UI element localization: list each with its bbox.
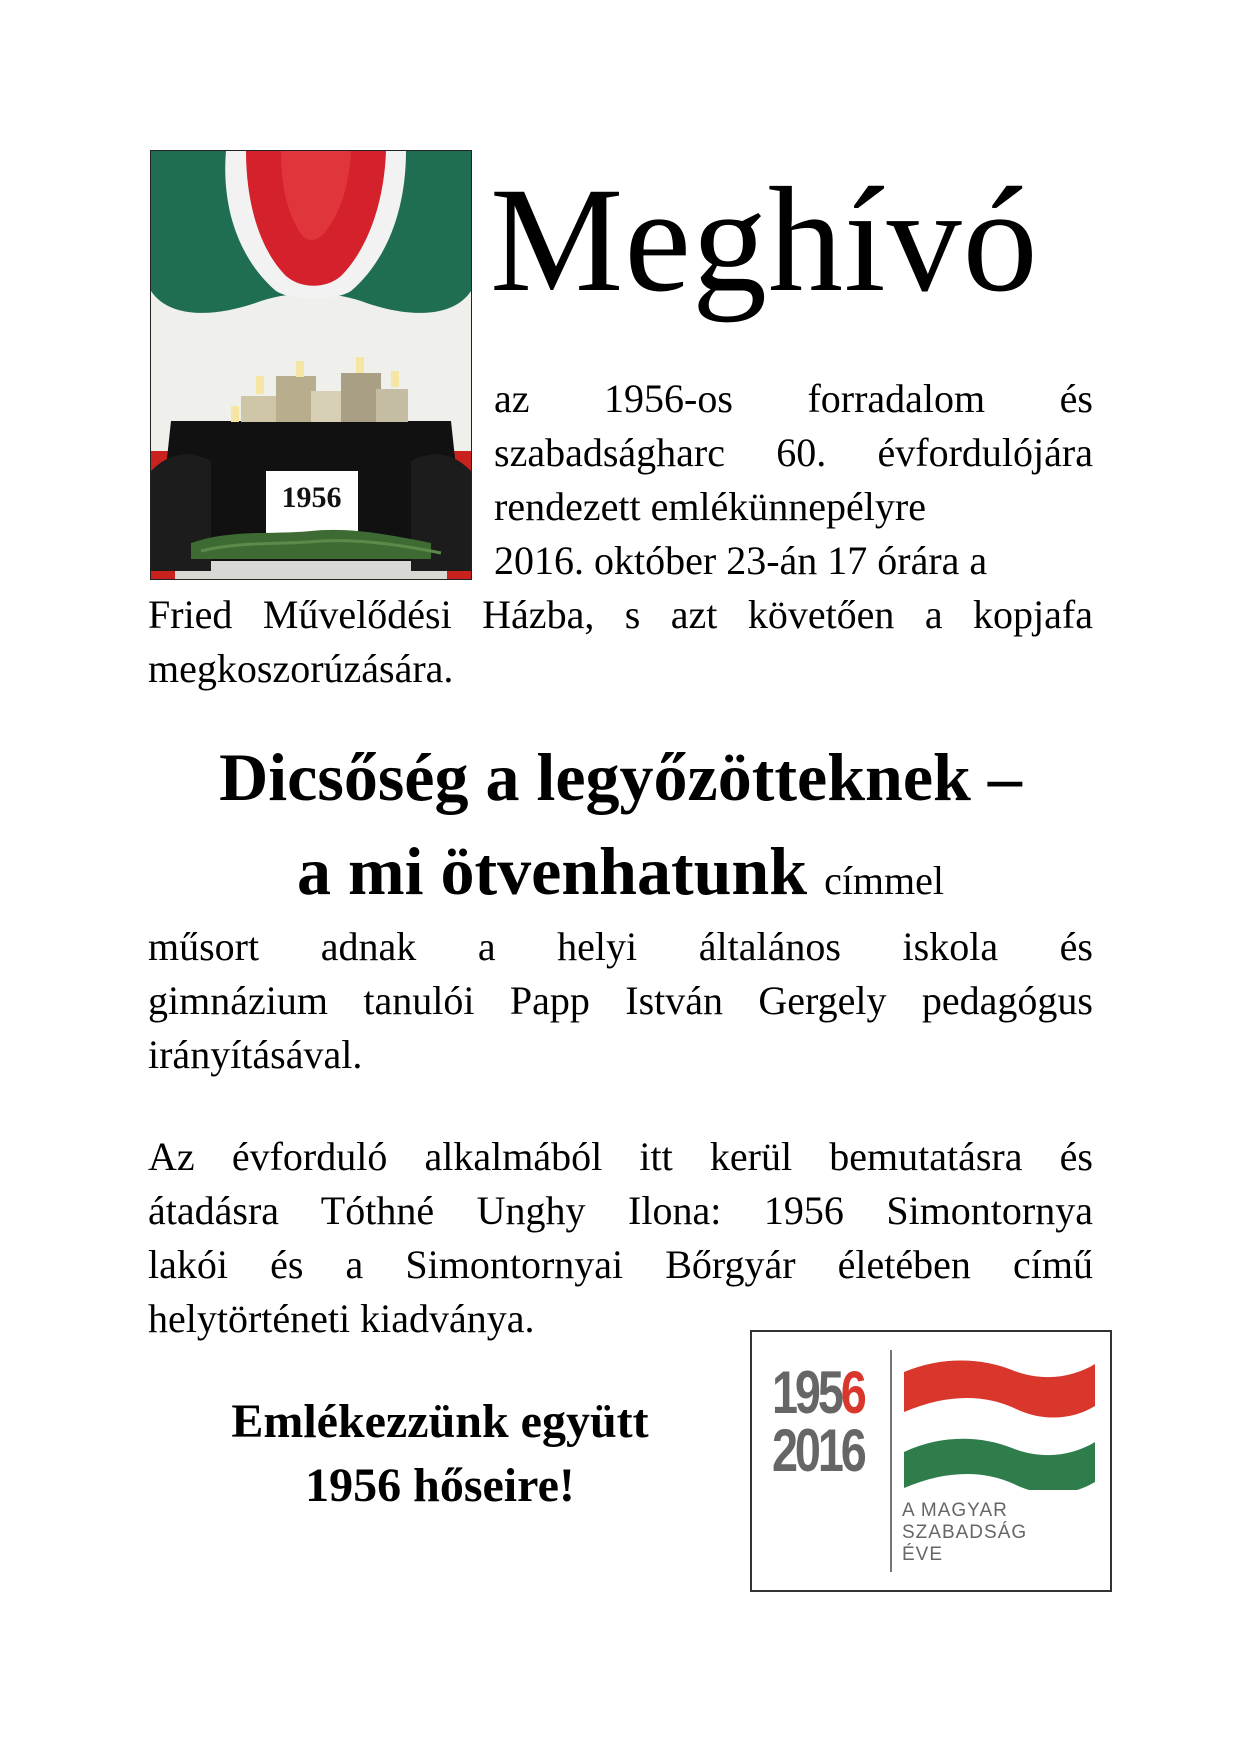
logo-divider [890, 1350, 892, 1572]
program-title-line2 [148, 824, 1093, 928]
closing-message [150, 1390, 730, 1518]
intro-line: megkoszorúzására. [148, 646, 454, 691]
intro-line: rendezett emlékünnepélyre [494, 484, 926, 529]
anniversary-logo [750, 1330, 1112, 1592]
program-paragraph [148, 920, 1093, 1082]
hungarian-flag-wave-icon [902, 1350, 1097, 1490]
intro-line: szabadságharc 60. évfordulójára [494, 430, 1093, 475]
logo-tagline-line: SZABADSÁG [902, 1522, 1028, 1543]
logo-year-1956-a: 195 [772, 1359, 841, 1426]
anniversary-line: lakói és a Simontornyai Bőrgyár életében című [148, 1242, 1093, 1287]
anniversary-paragraph [148, 1130, 1093, 1346]
program-title-line1: Dicsőség a legyőzötteknek – [219, 739, 1022, 815]
closing-line1: Emlékezzünk együtt [231, 1395, 649, 1448]
program-title-suffix: címmel [824, 858, 945, 903]
closing-line2: 1956 hőseire! [305, 1459, 575, 1512]
intro-line: 2016. október 23-án 17 órára a [494, 538, 988, 583]
page-title: Meghívó [490, 157, 1039, 323]
logo-year-2016: 2016 [772, 1417, 864, 1484]
intro-line: az 1956-os forradalom és [494, 376, 1093, 421]
logo-year-1956-b: 6 [840, 1359, 864, 1426]
intro-line: Fried Művelődési Házba, s azt követően a kopjafa [148, 592, 1093, 637]
anniversary-line: átadásra Tóthné Unghy Ilona: 1956 Simontornya [148, 1188, 1093, 1233]
anniversary-line: helytörténeti kiadványa. [148, 1296, 535, 1341]
program-title-line2-text: a mi ötvenhatunk [296, 833, 808, 909]
program-line: műsort adnak a helyi általános iskola és [148, 924, 1093, 969]
photo-plaque-label: 1956 [281, 481, 342, 514]
program-line: irányításával. [148, 1032, 363, 1077]
logo-tagline-line: ÉVE [902, 1544, 944, 1565]
intro-paragraph [148, 372, 1093, 696]
logo-tagline [902, 1500, 1027, 1566]
program-line: gimnázium tanulói Papp István Gergely pedagógus [148, 978, 1093, 1023]
anniversary-line: Az évforduló alkalmából itt kerül bemutatásra és [148, 1134, 1093, 1179]
logo-years [772, 1359, 864, 1484]
logo-tagline-line: A MAGYAR [902, 1500, 1008, 1521]
program-title [148, 730, 1093, 928]
